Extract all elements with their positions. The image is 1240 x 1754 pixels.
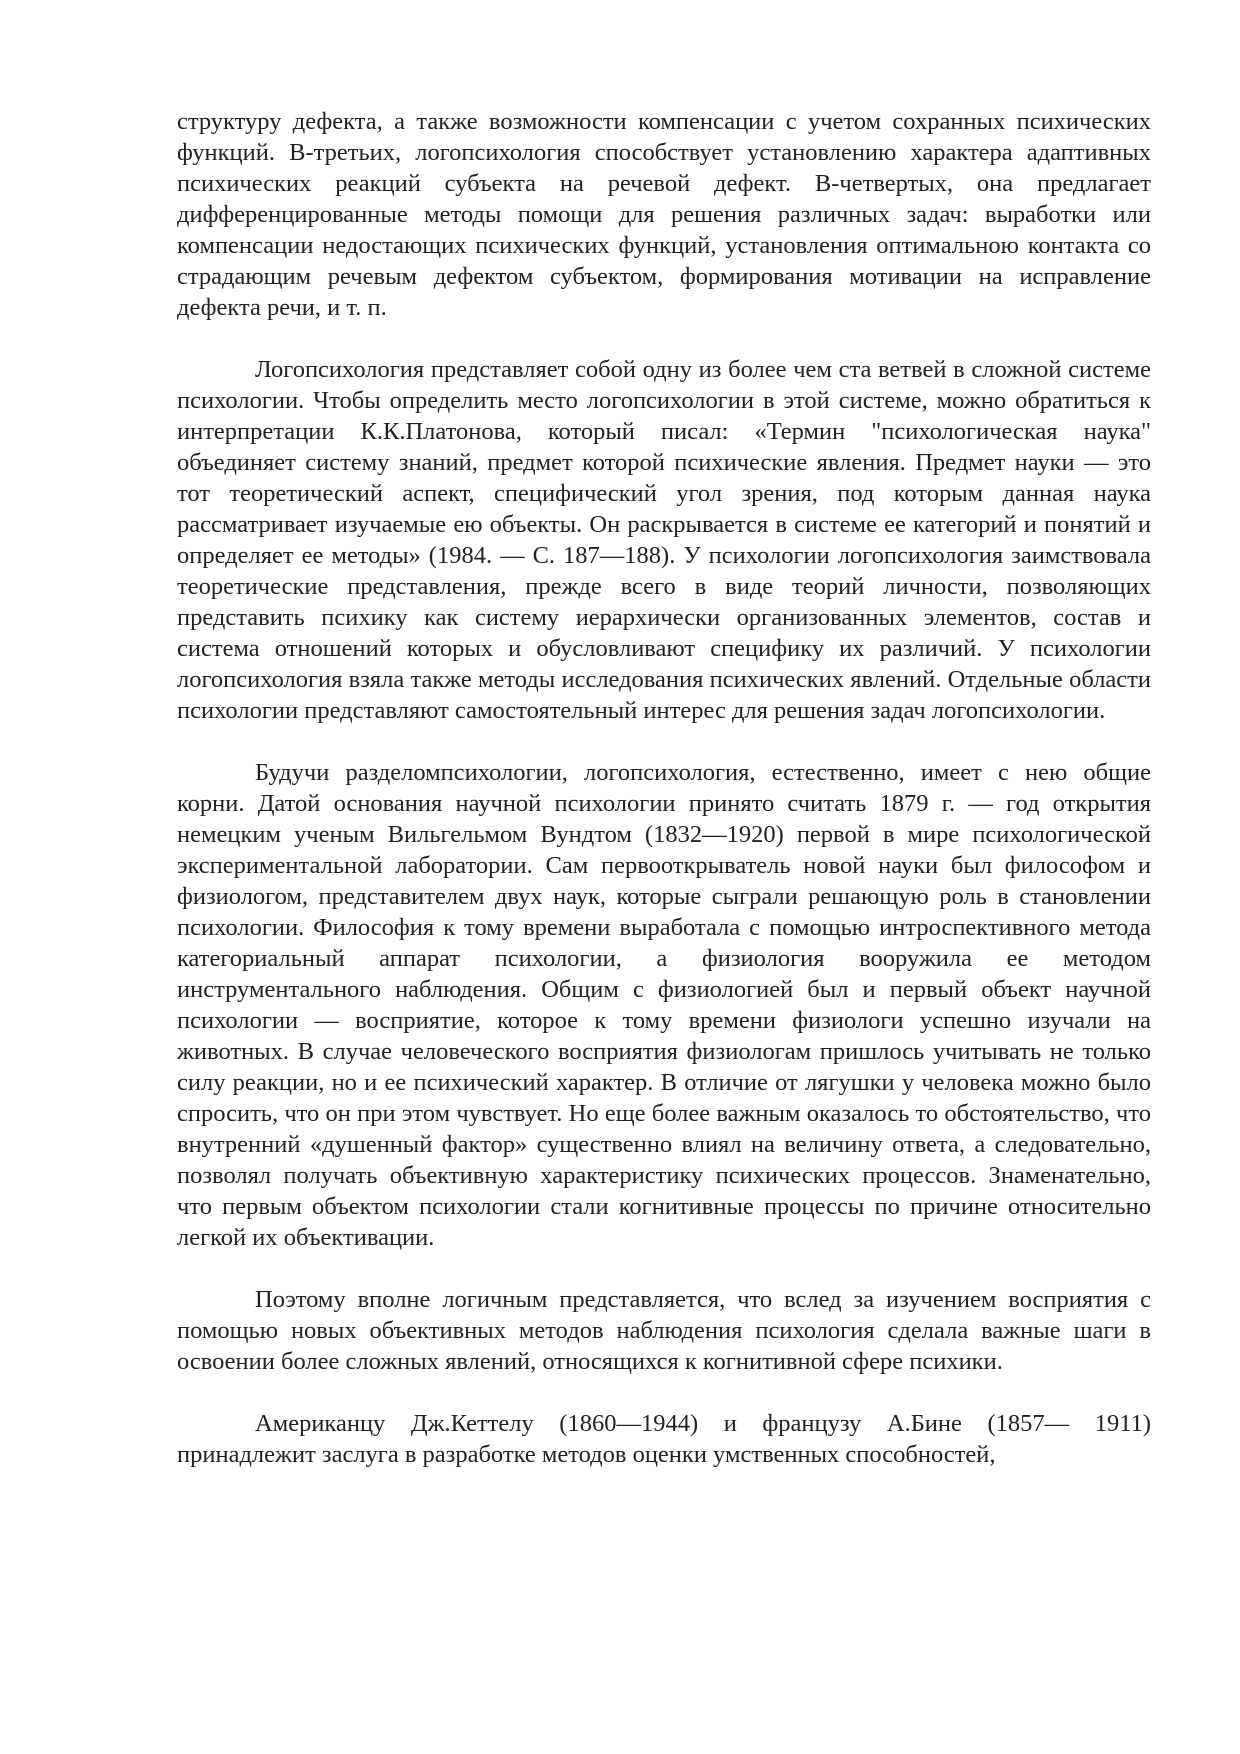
paragraph-psychology-roots: Будучи разделомпсихологии, логопсихология, естественно, имеет с нею общие корни. Датой основания научной психологии принято считать 1879 г. — год открытия немецким ученым Вильгельмом Вундтом (1832—1920) первой в мире психологической экспериментальной лаборатории. Сам первооткрыватель новой науки был философом и физиологом, представителем двух наук, которые сыграли решающую роль в становлении психологии. Философия к тому времени выработала с помощью интроспективного метода категориальный аппарат психологии, а физиология вооружила ее методом инструментального наблюдения. Общим с физиологией был и первый объект научной психологии — восприятие, которое к тому времени физиологи успешно изучали на животных. В случае человеческого восприятия физиологам пришлось учитывать не только силу реакции, но и ее психический характер. В отличие от лягушки у человека можно было спросить, что он при этом чувствует. Но еще более важным оказалось то обстоятельство, что внутренний «душенный фактор» существенно влиял на величину ответа, а следовательно, позволял получать объективную характеристику психических процессов. Знаменательно, что первым объектом психологии стали когнитивные процессы по причине относительно легкой их объективации.	[177, 759, 1151, 1251]
document-body	[177, 106, 1151, 1470]
paragraph-cattell-binet: Американцу Дж.Кеттелу (1860—1944) и французу А.Бине (1857— 1911) принадлежит заслуга в разработке методов оценки умственных способностей,	[177, 1410, 1151, 1468]
paragraph-defect-structure: структуру дефекта, а также возможности компенсации с учетом сохранных психических функций. В-третьих, логопсихология способствует установлению характера адаптивных психических реакций субъекта на речевой дефект. В-четвертых, она предлагает дифференцированные методы помощи для решения различных задач: выработки или компенсации недостающих психических функций, установления оптимальною контакта со страдающим речевым дефектом субъектом, формирования мотивации на исправление дефекта речи, и т. п.	[177, 108, 1151, 321]
paragraph-cognitive-sphere: Поэтому вполне логичным представляется, что вслед за изучением восприятия с помощью новых объективных методов наблюдения психология сделала важные шаги в освоении более сложных явлений, относящихся к когнитивной сфере психики.	[177, 1286, 1151, 1375]
paragraph-logopsychology-system: Логопсихология представляет собой одну из более чем ста ветвей в сложной системе психологии. Чтобы определить место логопсихологии в этой системе, можно обратиться к интерпретации К.К.Платонова, который писал: «Термин "психологическая наука" объединяет систему знаний, предмет которой психические явления. Предмет науки — это тот теоретический аспект, специфический угол зрения, под которым данная наука рассматривает изучаемые ею объекты. Он раскрывается в системе ее категорий и понятий и определяет ее методы» (1984. — С. 187—188). У психологии логопсихология заимствовала теоретические представления, прежде всего в виде теорий личности, позволяющих представить психику как систему иерархически организованных элементов, состав и система отношений которых и обусловливают специфику их различий. У психологии логопсихология взяла также методы исследования психических явлений. Отдельные области психологии представляют самостоятельный интерес для решения задач логопсихологии.	[177, 356, 1151, 724]
